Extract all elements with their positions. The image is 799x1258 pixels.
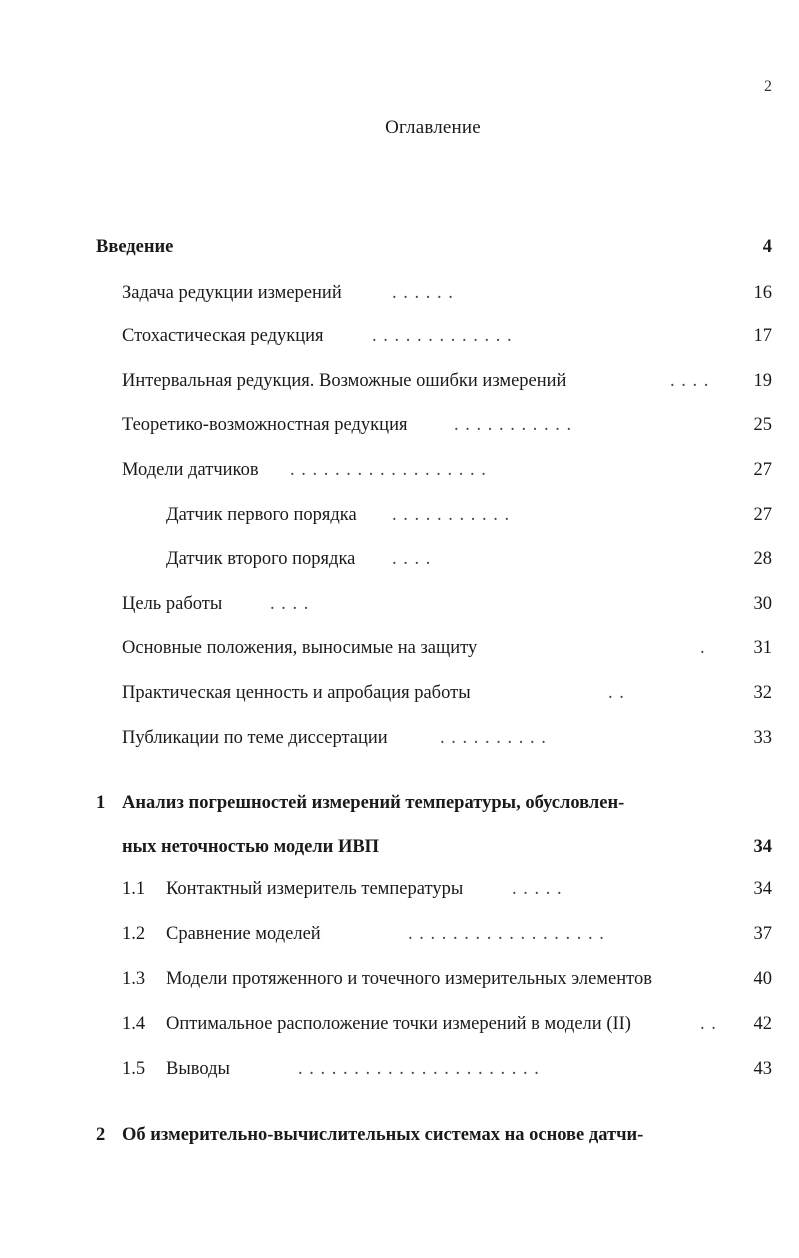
- toc-entry-intro-subitem[interactable]: [166, 543, 772, 575]
- toc-entry-intro-item[interactable]: [122, 632, 772, 664]
- toc-leader: . . . . . .: [392, 283, 454, 303]
- toc-entry-intro-item[interactable]: [122, 722, 772, 754]
- toc-entry-page: 37: [753, 924, 772, 944]
- toc-entry-intro-item[interactable]: [122, 365, 772, 397]
- toc-entry-page: 27: [753, 505, 772, 525]
- toc-leader: . . . . . . . . . . . . . . . . . .: [290, 460, 487, 480]
- toc-section-1-1[interactable]: [122, 873, 772, 905]
- toc-entry-page: 43: [753, 1059, 772, 1079]
- chapter-number: 1: [96, 793, 106, 813]
- toc-entry-page: 17: [753, 326, 772, 346]
- section-number: 1.1: [122, 879, 146, 899]
- toc-chapter-1-continued[interactable]: [122, 831, 772, 863]
- toc-entry-title: Модели датчиков: [122, 460, 259, 480]
- toc-entry-page: 40: [753, 969, 772, 989]
- section-number: 1.2: [122, 924, 146, 944]
- toc-entry-page: 31: [753, 638, 772, 658]
- section-number: 1.4: [122, 1014, 146, 1034]
- page-number: 2: [764, 78, 772, 95]
- toc-section-1-5[interactable]: [122, 1053, 772, 1085]
- toc-chapter-1[interactable]: [96, 787, 772, 819]
- toc-entry-page: 33: [753, 728, 772, 748]
- toc-entry-title: Датчик первого порядка: [166, 505, 357, 525]
- section-title: Сравнение моделей: [166, 924, 321, 944]
- toc-leader: . . . . .: [512, 879, 563, 899]
- toc-entry-title: Стохастическая редукция: [122, 326, 324, 346]
- toc-entry-title: Интервальная редукция. Возможные ошибки измерений: [122, 371, 567, 391]
- toc-entry-title: Цель работы: [122, 594, 223, 614]
- toc-entry-title: Практическая ценность и апробация работы: [122, 683, 471, 703]
- toc-entry-page: 4: [762, 237, 772, 257]
- toc-entry-page: 32: [753, 683, 772, 703]
- toc-leader: . . . . . . . . . .: [440, 728, 547, 748]
- toc-entry-intro-item[interactable]: [122, 320, 772, 352]
- toc-leader: . . . . . . . . . . . . . . . . . .: [408, 924, 605, 944]
- toc-entry-title: Введение: [96, 237, 174, 257]
- toc-leader: . . . . . . . . . . . . .: [372, 326, 513, 346]
- toc-entry-intro-item[interactable]: [122, 409, 772, 441]
- chapter-title-line1: Анализ погрешностей измерений температуры, обусловлен-: [122, 793, 625, 813]
- toc-leader: .: [700, 638, 706, 658]
- toc-entry-intro-item[interactable]: [122, 677, 772, 709]
- toc-entry-page: 30: [753, 594, 772, 614]
- toc-leader: . . . .: [670, 371, 710, 391]
- toc-entry-intro-item[interactable]: [122, 588, 772, 620]
- toc-section-1-4[interactable]: [122, 1008, 772, 1040]
- toc-entry-page: 27: [753, 460, 772, 480]
- toc-entry-intro-item[interactable]: [122, 454, 772, 486]
- toc-leader: . . . .: [392, 549, 432, 569]
- toc-leader: . .: [700, 1014, 717, 1034]
- toc-leader: . . . . . . . . . . .: [454, 415, 573, 435]
- toc-entry-intro-subitem[interactable]: [166, 499, 772, 531]
- toc-entry-page: 34: [753, 837, 772, 857]
- toc-entry-title: Теоретико-возможностная редукция: [122, 415, 408, 435]
- toc-chapter-2[interactable]: [96, 1119, 772, 1151]
- section-title: Оптимальное расположение точки измерений в модели (II): [166, 1014, 631, 1034]
- toc-entry-page: 28: [753, 549, 772, 569]
- toc-entry-title: Основные положения, выносимые на защиту: [122, 638, 478, 658]
- section-title: Контактный измеритель температуры: [166, 879, 464, 899]
- toc-leader: . . . .: [270, 594, 310, 614]
- toc-entry-intro-item[interactable]: [122, 277, 772, 309]
- toc-entry-title: Задача редукции измерений: [122, 283, 342, 303]
- toc-leader: . . . . . . . . . . .: [392, 505, 511, 525]
- toc-entry-title: Датчик второго порядка: [166, 549, 356, 569]
- toc-section-1-3[interactable]: [122, 963, 772, 995]
- toc-entry-page: 34: [753, 879, 772, 899]
- toc-entry-page: 42: [753, 1014, 772, 1034]
- toc-leader: . .: [608, 683, 625, 703]
- section-title: Модели протяженного и точечного измерительных элементов: [166, 969, 652, 989]
- section-number: 1.3: [122, 969, 146, 989]
- toc-leader: . . . . . . . . . . . . . . . . . . . . . .: [298, 1059, 540, 1079]
- section-number: 1.5: [122, 1059, 146, 1079]
- toc-title: Оглавление: [385, 117, 481, 138]
- chapter-title-line2: ных неточностью модели ИВП: [122, 837, 380, 857]
- toc-entry-page: 19: [753, 371, 772, 391]
- toc-entry-title: Публикации по теме диссертации: [122, 728, 388, 748]
- chapter-number: 2: [96, 1125, 106, 1145]
- toc-section-1-2[interactable]: [122, 918, 772, 950]
- section-title: Выводы: [166, 1059, 230, 1079]
- toc-entry-intro[interactable]: [96, 231, 772, 263]
- toc-entry-page: 25: [753, 415, 772, 435]
- toc-entry-page: 16: [753, 283, 772, 303]
- chapter-title-line1: Об измерительно-вычислительных системах на основе датчи-: [122, 1125, 644, 1145]
